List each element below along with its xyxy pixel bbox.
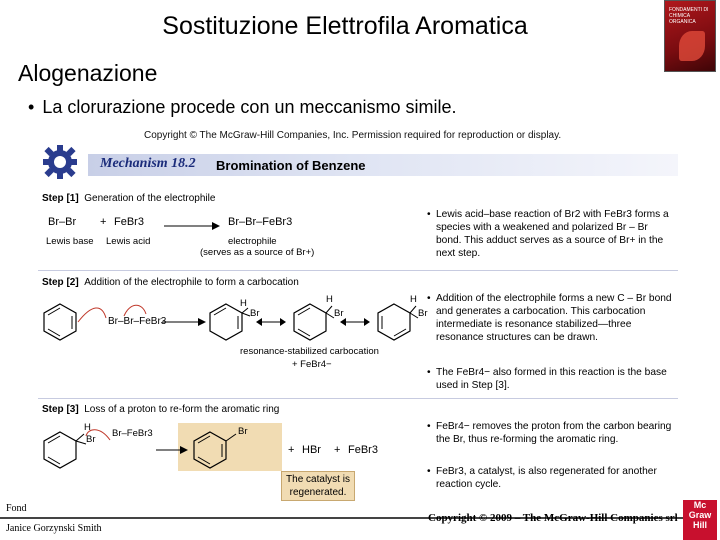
- book-cover-leaf: [679, 31, 705, 61]
- label-electrophile-note: (serves as a source of Br+): [200, 247, 315, 258]
- step1-reactant1: Br–Br: [48, 216, 77, 228]
- step1-product: Br–Br–FeBr3: [228, 216, 293, 228]
- step3-hbr: HBr: [302, 444, 321, 456]
- step3-note-1: • FeBr4− removes the proton from the carbon bearing the Br, thus re-forming the aromatic ring.: [427, 421, 672, 445]
- step3-title: Loss of a proton to re-form the aromatic ring: [84, 404, 280, 415]
- slide-title: Sostituzione Elettrofila Aromatica: [162, 12, 528, 40]
- step3-br-2: Br: [238, 426, 248, 437]
- step2-br-2: Br: [334, 308, 344, 319]
- label-resonance: resonance-stabilized carbocation: [240, 346, 379, 357]
- bullet-text: La clorurazione procede con un meccanismo simile.: [42, 97, 457, 117]
- mechanism-name: Bromination of Benzene: [216, 158, 366, 173]
- step3-label: Step [3]: [42, 404, 79, 415]
- step2-title: Addition of the electrophile to form a carbocation: [84, 277, 299, 288]
- step2-h-1: H: [240, 298, 247, 309]
- mcgraw-hill-logo: Mc Graw Hill: [683, 500, 717, 540]
- slide-subtitle: Alogenazione: [18, 60, 158, 86]
- step3-febr3: FeBr3: [348, 444, 378, 456]
- step2-br-1: Br: [250, 308, 260, 319]
- step1-reactant2: FeBr3: [114, 216, 144, 228]
- bullet-item: [28, 97, 457, 118]
- footer-author: Janice Gorzynski Smith: [6, 523, 102, 534]
- figure-copyright: Copyright © The McGraw-Hill Companies, Inc. Permission required for reproduction or display.: [144, 130, 562, 141]
- step2-label: Step [2]: [42, 277, 79, 288]
- catalyst-callout: The catalyst is regenerated.: [281, 471, 355, 501]
- step2-reagent: Br–Br–FeBr3: [108, 316, 167, 327]
- step2-header: [42, 277, 299, 288]
- step3-h: H: [84, 422, 91, 433]
- step3-base: Br–FeBr3: [112, 428, 153, 439]
- gear-icon: [42, 144, 78, 180]
- step1-title: Generation of the electrophile: [84, 193, 216, 204]
- step1-arrow-icon: [162, 220, 222, 232]
- step2-h-2: H: [326, 294, 333, 305]
- step2-note-1: • Addition of the electrophile forms a new C – Br bond and generates a carbocation. This carbocation intermediate is resonance stabilized—three resonance structures can be drawn.: [427, 293, 672, 343]
- label-lewis-acid: Lewis acid: [106, 236, 151, 247]
- book-cover-image: [664, 0, 716, 72]
- step1-header: [42, 193, 215, 204]
- step3-br-1: Br: [86, 434, 96, 445]
- step3-plus-2: +: [334, 444, 341, 456]
- label-lewis-base: Lewis base: [46, 236, 94, 247]
- label-electrophile: electrophile: [228, 236, 277, 247]
- step2-note-2: • The FeBr4− also formed in this reaction is the base used in Step [3].: [427, 367, 667, 391]
- step3-structures: [40, 426, 310, 476]
- mechanism-figure: [38, 128, 678, 504]
- footer-copyright: Copyright © 2009 – The McGraw-Hill Companies srl: [428, 512, 678, 524]
- step2-h-3: H: [410, 294, 417, 305]
- step2-byproduct: + FeBr4−: [292, 359, 332, 370]
- book-cover-text: FONDAMENTI DI CHIMICA ORGANICA: [669, 7, 709, 25]
- step3-note-2: • FeBr3, a catalyst, is also regenerated for another reaction cycle.: [427, 466, 657, 490]
- footer-left-line1: Fond: [6, 503, 27, 514]
- step1-note: • Lewis acid–base reaction of Br2 with FeBr3 forms a species with a weakened and polarized Br – Br bond. This adduct serves as a source of Br+ in the next step.: [427, 209, 669, 259]
- step1-plus: +: [100, 216, 107, 228]
- separator-2: [38, 398, 678, 399]
- step1-label: Step [1]: [42, 193, 79, 204]
- separator-1: [38, 270, 678, 271]
- step2-br-3: Br: [418, 308, 428, 319]
- bullet-dot: •: [28, 97, 35, 117]
- step3-header: [42, 404, 279, 415]
- mechanism-number: Mechanism 18.2: [100, 156, 196, 171]
- step3-plus: +: [288, 444, 295, 456]
